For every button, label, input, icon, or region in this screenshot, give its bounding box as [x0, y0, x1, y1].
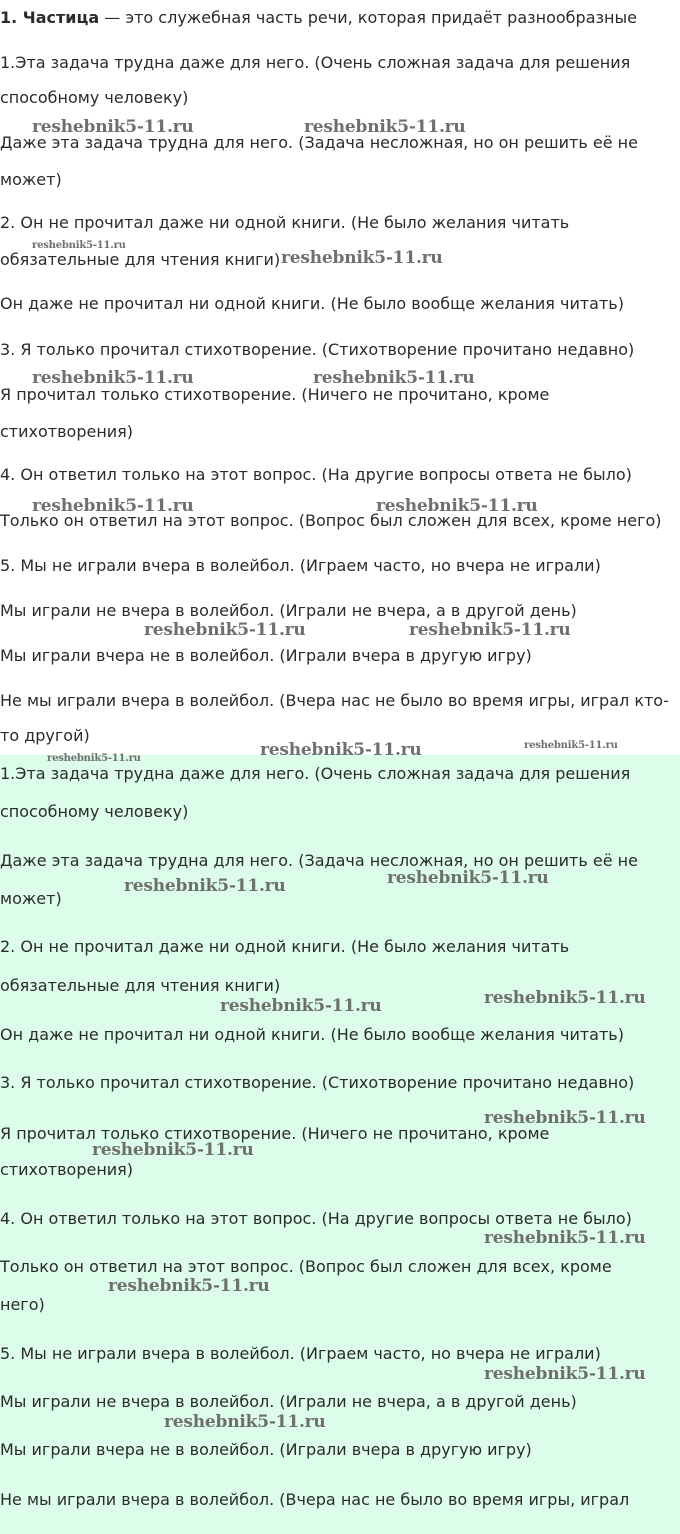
watermark: reshebnik5-11.ru	[484, 1108, 646, 1128]
watermark: reshebnik5-11.ru	[32, 368, 194, 388]
text-line: 1.Эта задача трудна даже для него. (Очень сложная задача для решения	[0, 53, 631, 72]
answer-line: обязательные для чтения книги)	[0, 976, 281, 995]
text-line: способному человеку)	[0, 88, 189, 107]
text-line: то другой)	[0, 726, 90, 745]
watermark: reshebnik5-11.ru	[409, 620, 571, 640]
text-line: 2. Он не прочитал даже ни одной книги. (Не было желания читать	[0, 213, 570, 232]
text-line: стихотворения)	[0, 422, 134, 441]
answer-line: 5. Мы не играли вчера в волейбол. (Играем часто, но вчера не играли)	[0, 1344, 601, 1363]
answer-line: Я прочитал только стихотворение. (Ничего не прочитано, кроме	[0, 1124, 550, 1143]
answer-line: Мы играли вчера не в волейбол. (Играли вчера в другую игру)	[0, 1440, 532, 1459]
answer-line: способному человеку)	[0, 802, 189, 821]
text-line: Не мы играли вчера в волейбол. (Вчера нас не было во время игры, играл кто-	[0, 691, 669, 710]
answer-line: 3. Я только прочитал стихотворение. (Стихотворение прочитано недавно)	[0, 1073, 635, 1092]
watermark: reshebnik5-11.ru	[376, 496, 538, 516]
watermark: reshebnik5-11.ru	[32, 240, 126, 251]
watermark: reshebnik5-11.ru	[387, 868, 549, 888]
answer-line: Мы играли не вчера в волейбол. (Играли не вчера, а в другой день)	[0, 1392, 577, 1411]
answer-line: 4. Он ответил только на этот вопрос. (На другие вопросы ответа не было)	[0, 1209, 632, 1228]
watermark: reshebnik5-11.ru	[164, 1412, 326, 1432]
text-line: 5. Мы не играли вчера в волейбол. (Играем часто, но вчера не играли)	[0, 556, 601, 575]
watermark: reshebnik5-11.ru	[108, 1276, 270, 1296]
watermark: reshebnik5-11.ru	[220, 996, 382, 1016]
watermark: reshebnik5-11.ru	[484, 988, 646, 1008]
answer-line: Даже эта задача трудна для него. (Задача несложная, но он решить её не	[0, 851, 638, 870]
watermark: reshebnik5-11.ru	[304, 117, 466, 137]
text-line: Только он ответил на этот вопрос. (Вопрос был сложен для всех, кроме него)	[0, 511, 662, 530]
answer-line: Он даже не прочитал ни одной книги. (Не было вообще желания читать)	[0, 1025, 624, 1044]
watermark: reshebnik5-11.ru	[313, 368, 475, 388]
watermark: reshebnik5-11.ru	[32, 496, 194, 516]
text-line: 3. Я только прочитал стихотворение. (Стихотворение прочитано недавно)	[0, 340, 635, 359]
intro-definition	[0, 8, 637, 28]
watermark: reshebnik5-11.ru	[124, 876, 286, 896]
text-line: Я прочитал только стихотворение. (Ничего не прочитано, кроме	[0, 385, 550, 404]
text-line: 4. Он ответил только на этот вопрос. (На другие вопросы ответа не было)	[0, 465, 632, 484]
answer-line: Только он ответил на этот вопрос. (Вопрос был сложен для всех, кроме	[0, 1257, 612, 1276]
text-line: может)	[0, 170, 62, 189]
text-line: обязательные для чтения книги)	[0, 250, 281, 269]
answer-line: 1.Эта задача трудна даже для него. (Очень сложная задача для решения	[0, 764, 631, 783]
text-line: Мы играли не вчера в волейбол. (Играли не вчера, а в другой день)	[0, 601, 577, 620]
answer-line: может)	[0, 889, 62, 908]
watermark: reshebnik5-11.ru	[484, 1364, 646, 1384]
watermark: reshebnik5-11.ru	[32, 117, 194, 137]
intro-term: 1. Частица	[0, 8, 100, 27]
watermark: reshebnik5-11.ru	[47, 753, 141, 764]
watermark: reshebnik5-11.ru	[524, 740, 618, 751]
text-line: Мы играли вчера не в волейбол. (Играли вчера в другую игру)	[0, 646, 532, 665]
watermark: reshebnik5-11.ru	[144, 620, 306, 640]
answer-line: него)	[0, 1295, 45, 1314]
intro-rest: — это служебная часть речи, которая придаёт разнообразные	[99, 8, 637, 27]
watermark: reshebnik5-11.ru	[92, 1140, 254, 1160]
answer-line: стихотворения)	[0, 1160, 134, 1179]
watermark: reshebnik5-11.ru	[281, 248, 443, 268]
text-line: Он даже не прочитал ни одной книги. (Не было вообще желания читать)	[0, 294, 624, 313]
text-line: Даже эта задача трудна для него. (Задача несложная, но он решить её не	[0, 133, 638, 152]
answer-line: 2. Он не прочитал даже ни одной книги. (Не было желания читать	[0, 937, 570, 956]
watermark: reshebnik5-11.ru	[484, 1228, 646, 1248]
watermark: reshebnik5-11.ru	[260, 740, 422, 760]
answer-line: Не мы играли вчера в волейбол. (Вчера нас не было во время игры, играл	[0, 1490, 630, 1509]
